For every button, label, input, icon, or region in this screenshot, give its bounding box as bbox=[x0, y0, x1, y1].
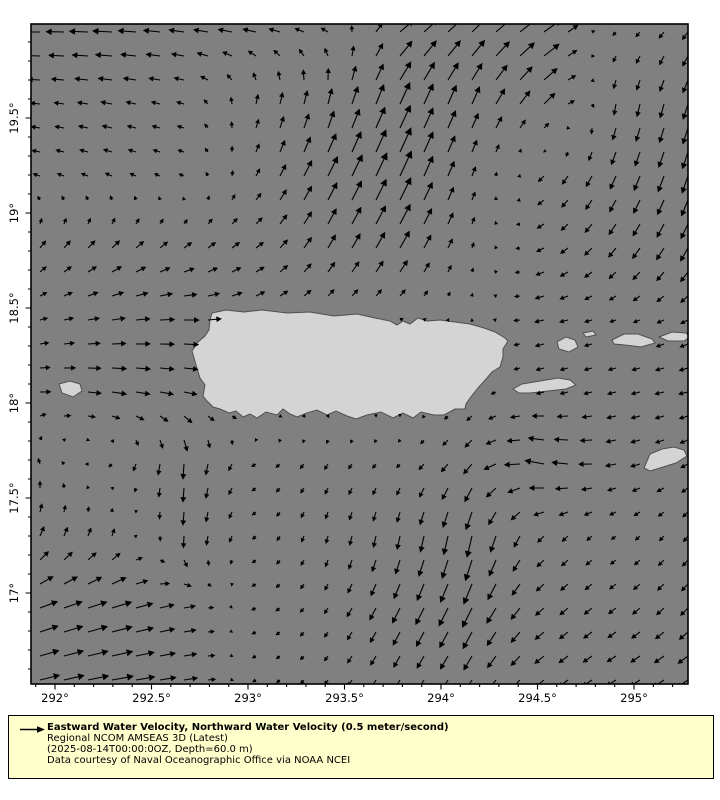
x-tick-label: 292° bbox=[41, 691, 69, 705]
x-tick-label: 295° bbox=[620, 691, 648, 705]
land-puerto-rico bbox=[192, 310, 508, 419]
x-tick-label: 294.5° bbox=[518, 691, 557, 705]
legend-dataset: Regional NCOM AMSEAS 3D (Latest) bbox=[47, 733, 228, 744]
x-tick-label: 293.5° bbox=[325, 691, 364, 705]
legend-key-arrow-icon bbox=[19, 725, 47, 734]
x-tick-label: 292.5° bbox=[132, 691, 171, 705]
x-tick-label: 293° bbox=[234, 691, 262, 705]
legend-title: Eastward Water Velocity, Northward Water Velocity (0.5 meter/second) bbox=[47, 722, 449, 733]
y-tick-label: 18° bbox=[7, 392, 21, 414]
y-tick-label: 17° bbox=[7, 582, 21, 604]
y-tick-label: 17.5° bbox=[7, 482, 21, 514]
legend-time-depth: (2025-08-14T00:00:0OZ, Depth=60.0 m) bbox=[47, 744, 253, 755]
y-tick-label: 19.5° bbox=[7, 102, 21, 134]
y-tick-label: 19° bbox=[7, 202, 21, 224]
legend-box bbox=[8, 715, 714, 779]
x-tick-label: 294° bbox=[427, 691, 455, 705]
legend-courtesy: Data courtesy of Naval Oceanographic Office via NOAA NCEI bbox=[47, 755, 351, 766]
y-tick-label: 18.5° bbox=[7, 292, 21, 324]
